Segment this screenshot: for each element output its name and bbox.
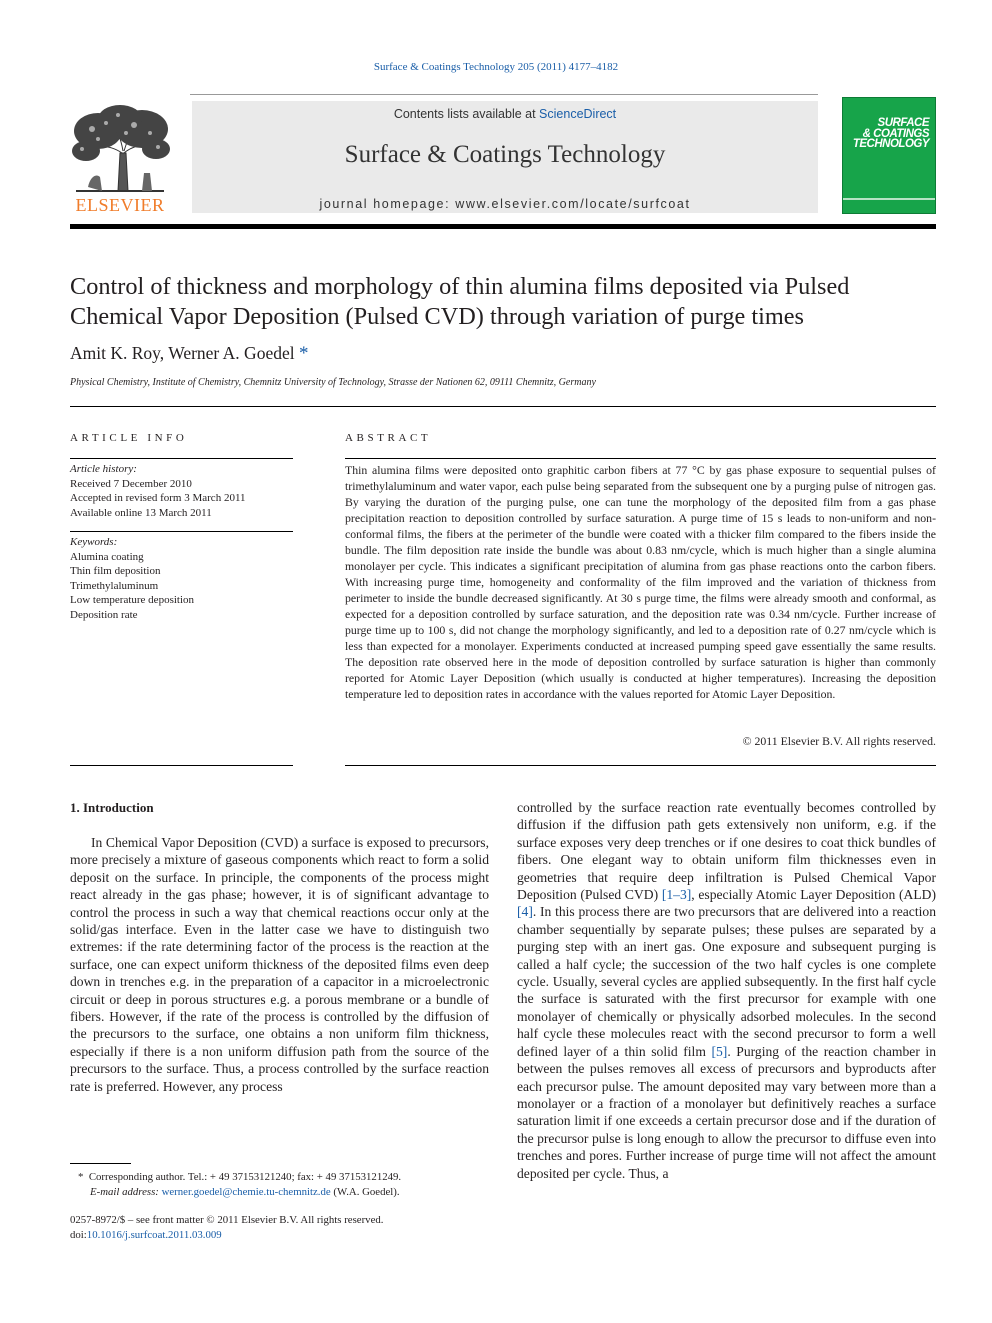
corresponding-author-marker[interactable]: * [298, 343, 309, 364]
cover-title [845, 118, 929, 150]
reference-link[interactable]: [5] [711, 1043, 728, 1059]
journal-title: Surface & Coatings Technology [344, 141, 666, 168]
history-received: Received 7 December 2010 [70, 477, 192, 490]
article-info-rule [70, 458, 293, 459]
abstract-copyright: © 2011 Elsevier B.V. All rights reserved. [742, 734, 936, 748]
elsevier-tree-icon [68, 103, 172, 195]
email-footnote [90, 1185, 400, 1200]
history-online: Available online 13 March 2011 [70, 506, 212, 519]
footnote-star: * [78, 1171, 84, 1183]
keyword-item: Thin film deposition [70, 565, 161, 577]
footnote-corresponding: Corresponding author. Tel.: + 49 37153121240; fax: + 49 37153121249. [88, 1171, 402, 1183]
keywords-rule [70, 531, 293, 532]
issn-line: 0257-8972/$ – see front matter © 2011 Elsevier B.V. All rights reserved. [70, 1214, 384, 1226]
header-thick-rule [70, 224, 936, 229]
cover-line-1: SURFACE [877, 117, 929, 129]
intro-text: . Purging of the reaction chamber in between the pulses removes all excess of precursors and byproducts after each precursor pulse. The amount deposited may vary between more than a monolayer or a fraction of a monolayer but definitively reaches a surface saturation limit if one exceeds a certain precursor dose and if the duration of the precursor pulse is long enough to allow the precursor to diffuse even into trenches and pores. Further increase of purge time will not affect the amount deposited per cycle. Thus, a [517, 1043, 936, 1181]
keyword-item: Low temperature deposition [70, 594, 195, 606]
elsevier-wordmark: ELSEVIER [75, 195, 165, 215]
journal-banner [192, 101, 818, 213]
article-history [70, 462, 246, 520]
keywords [70, 535, 194, 622]
email-label: E-mail address: [90, 1186, 159, 1198]
article-info-bottom-rule [70, 765, 293, 766]
email-suffix: (W.A. Goedel). [333, 1186, 400, 1198]
corresponding-author-footnote [78, 1170, 401, 1185]
keywords-label: Keywords: [70, 536, 118, 548]
article-title: Control of thickness and morphology of thin alumina films deposited via Pulsed Chemical Vapor Deposition (Pulsed CVD) through variation of purge times [70, 273, 850, 330]
header-rule [190, 94, 818, 95]
contents-prefix: Contents lists available at [393, 107, 540, 121]
doi-link[interactable]: 10.1016/j.surfcoat.2011.03.009 [86, 1229, 222, 1241]
contents-line [192, 107, 818, 121]
intro-text: controlled by the surface reaction rate eventually becomes controlled by diffusion if the diffusion path gets extensively non uniform, e.g. if the surface exposes very deep trenches or if one desires to coat thick bundles of fibers. One elegant way to obtain uniform film thicknesses even in geometries that require deep infiltration is Pulsed Chemical Vapor Deposition (Pulsed CVD) [517, 800, 936, 903]
journal-cover[interactable] [842, 97, 936, 214]
doi-line [70, 1228, 222, 1243]
cover-stripe [842, 198, 935, 200]
section-heading-introduction: 1. Introduction [70, 800, 154, 815]
article-info-heading: ARTICLE INFO [70, 432, 188, 444]
elsevier-logo[interactable] [68, 103, 172, 215]
history-label: Article history: [70, 463, 137, 475]
reference-link[interactable]: [1–3] [661, 887, 692, 903]
abstract-heading: ABSTRACT [345, 432, 432, 444]
intro-text: , especially Atomic Layer Deposition (ALD) [691, 887, 936, 903]
sciencedirect-link[interactable]: ScienceDirect [539, 107, 617, 121]
affiliation: Physical Chemistry, Institute of Chemistry, Chemnitz University of Technology, Strasse der Nationen 62, 09111 Chemnitz, Germany [70, 377, 596, 388]
authors: Amit K. Roy, Werner A. Goedel [70, 343, 295, 363]
cover-line-2: & COATINGS [862, 127, 929, 140]
cover-line-3: TECHNOLOGY [852, 138, 929, 150]
keyword-item: Deposition rate [70, 608, 138, 621]
history-accepted: Accepted in revised form 3 March 2011 [70, 492, 246, 504]
abstract-rule [345, 458, 936, 459]
journal-citation[interactable]: Surface & Coatings Technology 205 (2011) 4177–4182 [373, 61, 619, 73]
email-link[interactable]: werner.goedel@chemie.tu-chemnitz.de [161, 1186, 331, 1198]
reference-link[interactable]: [4] [517, 904, 533, 920]
abstract-text: Thin alumina films were deposited onto graphitic carbon fibers at 77 °C by gas phase exposure to sequential pulses of trimethylaluminum and water vapor, each pulse being separated from the subsequent one by a purging pulse of nitrogen gas. By varying the duration of the purging pulse, one can tune the morphology of the deposited film from a gas phase precipitation reaction to deposition controlled by surface saturation. A purge time of 15 s leads to non-uniform and non-conformal films, the fibers at the perimeter of the bundle were coated with a thicker film compared to the fibers inside the bundle. The film deposition rate inside the bundle was about 0.83 nm/cycle, which is much higher than a single alumina monolayer per cycle. This indicates a significant precipitation of alumina from gas phase reactions onto the carbon fibers. With increasing purge time, homogeneity and conformality of the film improved and the variation of thickness from perimeter to inside the bundle decreased significantly. At 30 s purge time, the films were already smooth and conformal, as expected for a deposition controlled by surface saturation, and the deposition rate was 0.34 nm/cycle. Further increase of purge time up to 100 s, did not change the morphology significantly, and led to a deposition rate of 0.27 nm/cycle which is less than expected for a monolayer. Experiments conducted at increased pumping speed gave essentially the same results. The deposition rate observed here in the mode of deposition controlled by surface saturation is higher than commonly reported for Atomic Layer Deposition (which usually is conducted at higher temperatures). Increasing the deposition temperature led to deposition rates in accordance with the values reported for Atomic Layer Deposition. [345, 463, 936, 701]
affiliation-rule [70, 406, 936, 407]
footnote-rule [70, 1163, 131, 1164]
author-list [70, 343, 308, 365]
intro-left-column: In Chemical Vapor Deposition (CVD) a surface is exposed to precursors, more precisely a mixture of gaseous components which react to form a solid deposit on the surface. In principle, the components of the process might react already in the gas phase; however, it is of significant advantage to control the process in such a way that chemical reactions occur only at the solid/gas interface. Even in the latter case we have to distinguish two extremes: if the rate determining factor of the process is the reaction at the surface, one can expect uniform thickness of the deposited films even deep down in trenches e.g. in the preparation of a capacitor in a microelectronic circuit or deep in porous structures e.g. a porous membrane or a bundle of fibers. However, if the rate of the process is controlled by the diffusion of the precursors to the surface, one obtains a non uniform film thickness, especially if there is a non uniform diffusion path from the source of the precursors to the surface. Thus, a process controlled by the surface reaction rate is preferred. However, any process [70, 835, 489, 1094]
journal-homepage[interactable]: journal homepage: www.elsevier.com/locate/surfcoat [319, 197, 691, 211]
keyword-item: Alumina coating [70, 550, 144, 563]
doi-label: doi: [70, 1229, 87, 1241]
abstract-bottom-rule [345, 765, 936, 766]
intro-right-column [517, 799, 936, 1182]
keyword-item: Trimethylaluminum [70, 579, 159, 592]
intro-text: . In this process there are two precursors that are delivered into a reaction chamber sequentially by separate pulses; these pulses are separated by a purging step with an inert gas. One exposure and subsequent purging is called a half cycle; the succession of the two half cycles is one complete cycle. Usually, several cycles are applied subsequently. In the first half cycle the surface is saturated with the first precursor for example with one monolayer of chemically or physically adsorbed molecules. In the second half cycle these molecules react with the second precursor to form a well defined layer of a thin solid film [517, 904, 936, 1059]
